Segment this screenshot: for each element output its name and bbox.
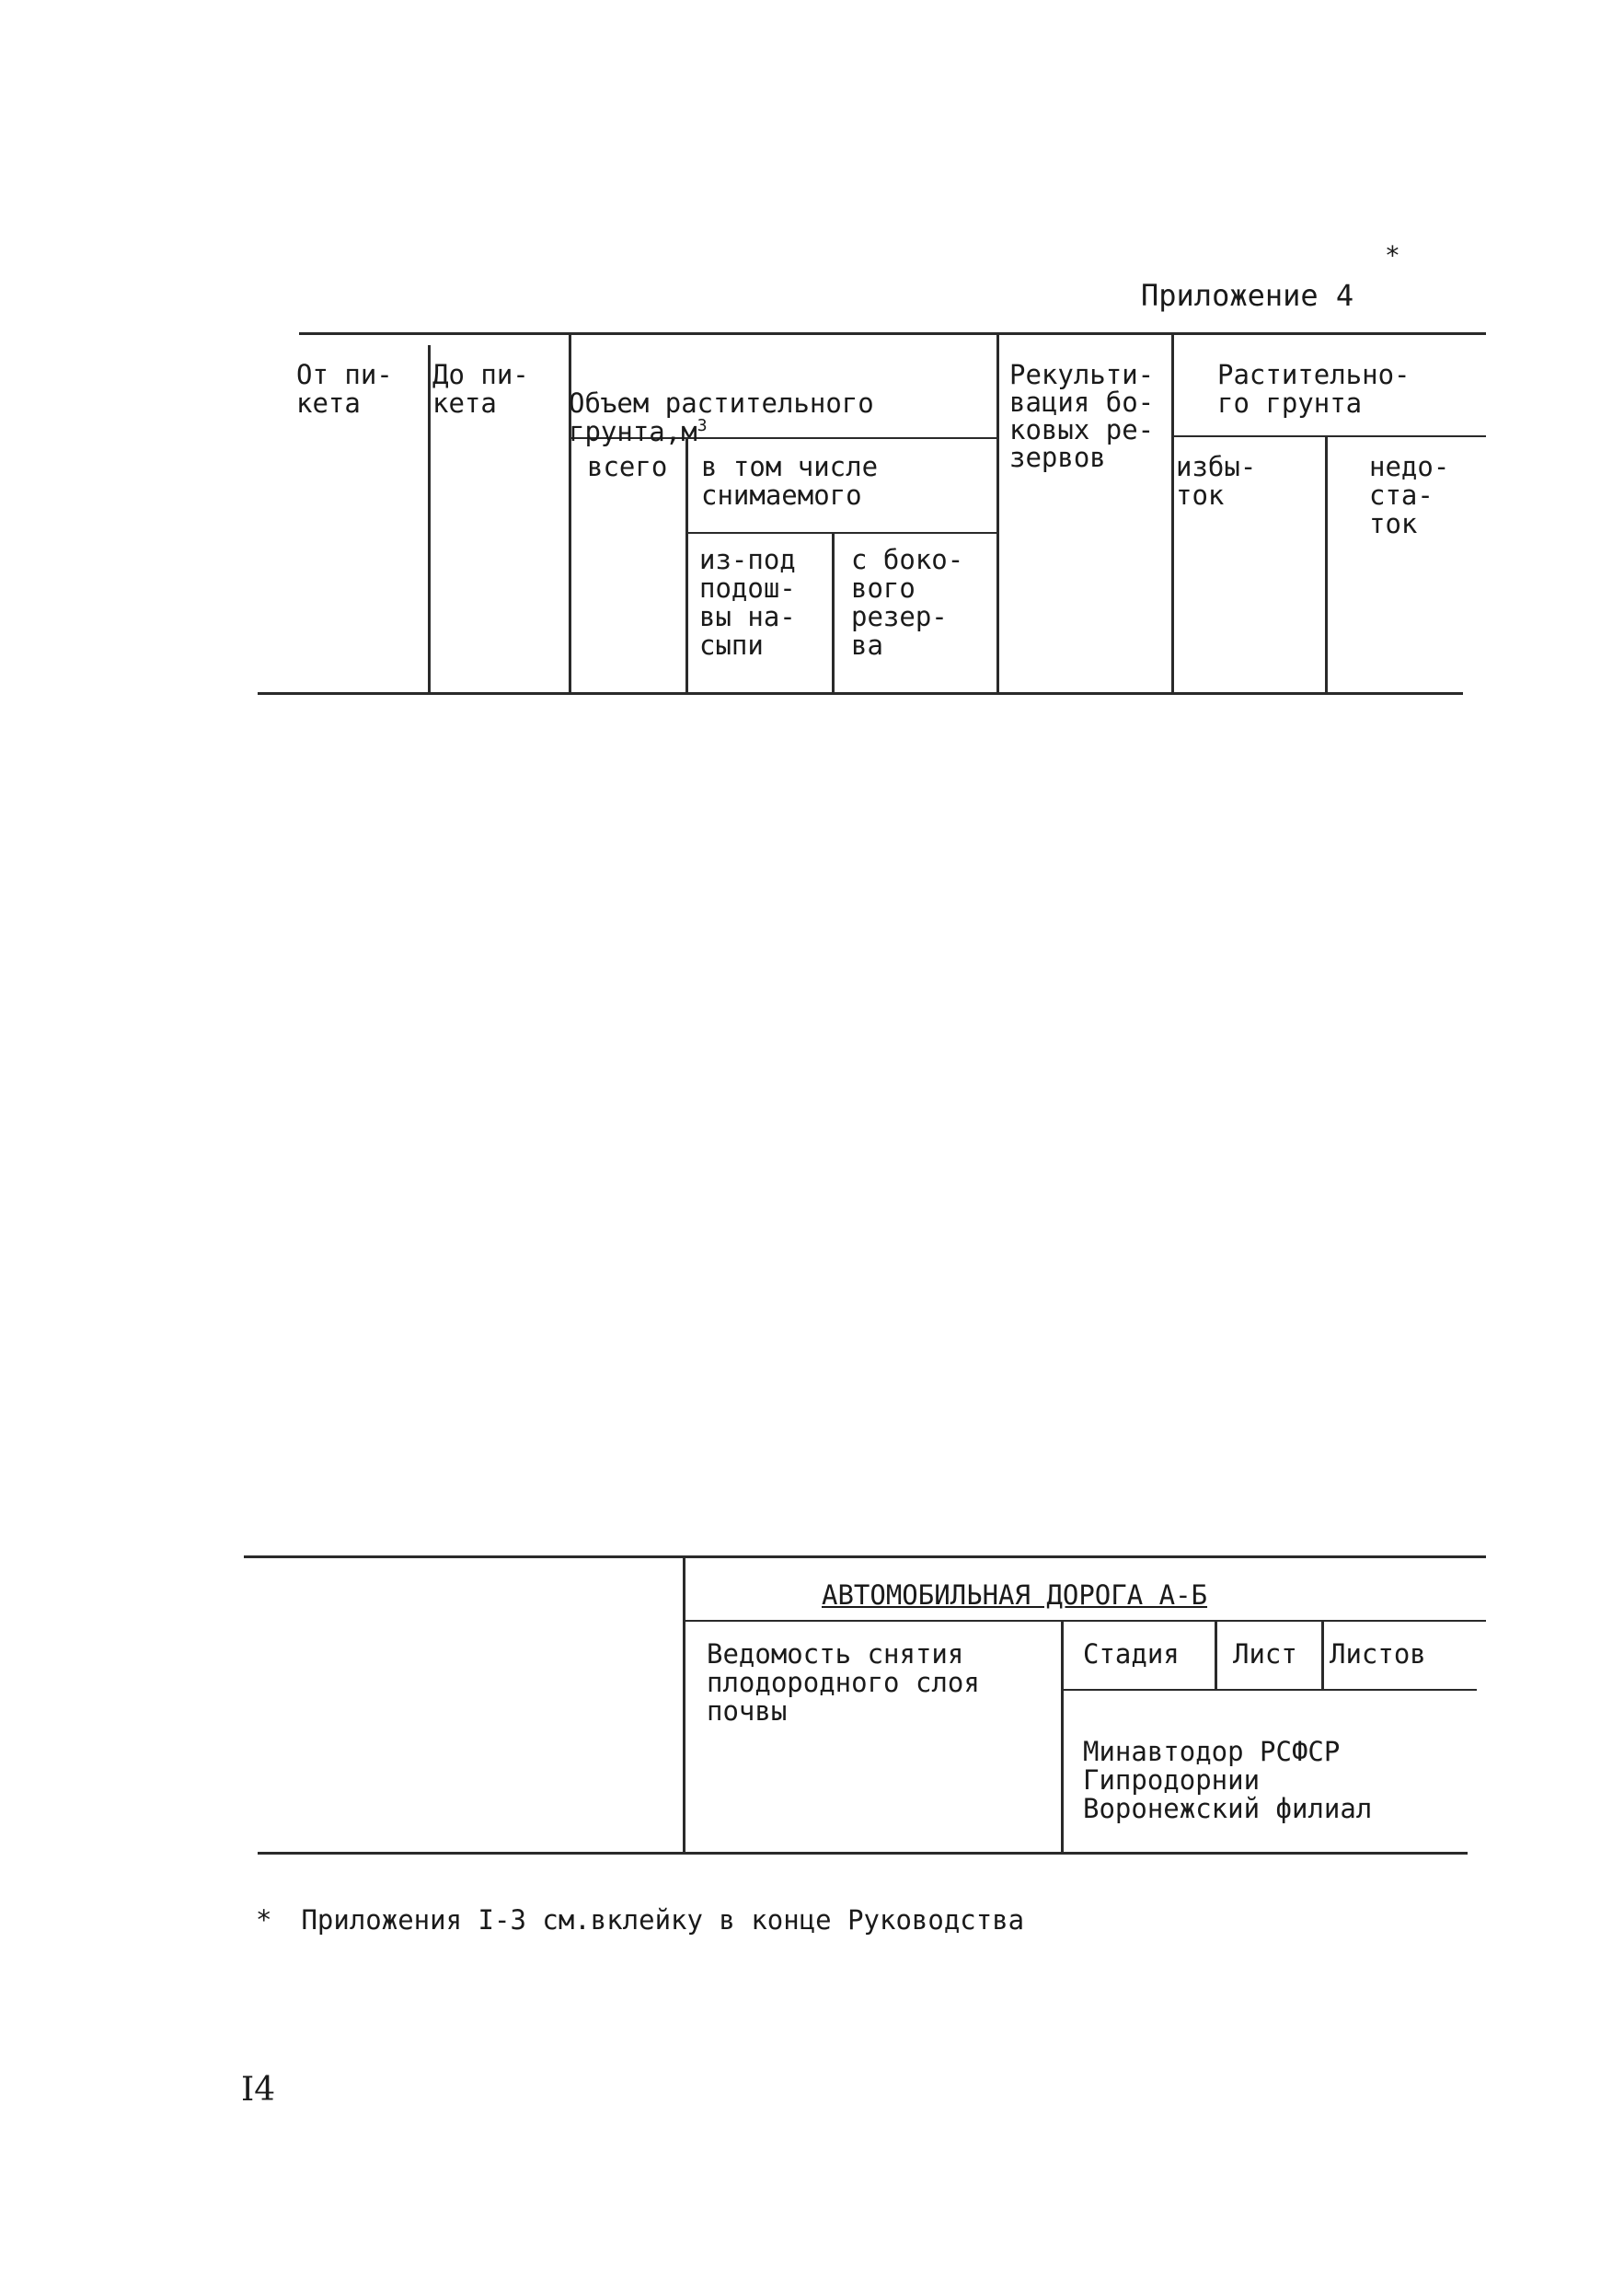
title-divider-sheet bbox=[1321, 1621, 1324, 1690]
title-divider-mid bbox=[1061, 1621, 1064, 1853]
col-divider-1 bbox=[428, 345, 431, 693]
appendix-label-text: Приложение 4 bbox=[1141, 278, 1354, 313]
col-divider-5 bbox=[996, 333, 999, 693]
title-block-bottom-border bbox=[258, 1852, 1468, 1855]
footnote bbox=[256, 1878, 1024, 1935]
title-block-top-border bbox=[244, 1555, 1486, 1558]
appendix-label bbox=[1141, 253, 1354, 313]
title-divider-left bbox=[683, 1556, 685, 1853]
footnote-text: Приложения I-3 см.вклейку в конце Руководства bbox=[301, 1904, 1025, 1936]
col-divider-3 bbox=[685, 438, 688, 693]
col-divider-4 bbox=[832, 533, 835, 693]
header-volume bbox=[569, 361, 874, 446]
header-including: в том числе снимаемого bbox=[701, 451, 879, 511]
organization: Минавтодор РСФСР Гипродорнии Воронежский филиал bbox=[1083, 1736, 1373, 1824]
page-number: I4 bbox=[241, 2071, 276, 2109]
road-name: АВТОМОБИЛЬНАЯ ДОРОГА А-Б bbox=[822, 1579, 1208, 1611]
header-total: всего bbox=[587, 451, 668, 482]
header-plant-soil: Растительно- го грунта bbox=[1217, 359, 1411, 419]
col-divider-7 bbox=[1325, 436, 1328, 693]
sheets-label: Листов bbox=[1330, 1638, 1426, 1670]
document-title: Ведомость снятия плодородного слоя почвы bbox=[707, 1638, 980, 1727]
header-to-picket: До пи- кета bbox=[432, 359, 529, 419]
header-under-embankment: из-под подош- вы на- сыпи bbox=[699, 544, 796, 661]
appendix-asterisk: * bbox=[1385, 240, 1400, 271]
table-top-border bbox=[299, 332, 1486, 335]
title-stage-underline bbox=[1063, 1689, 1477, 1691]
header-volume-text: Объем растительного грунта,м bbox=[569, 387, 874, 447]
header-deficit: недо- ста- ток bbox=[1369, 451, 1450, 539]
footnote-mark: * bbox=[256, 1904, 272, 1936]
header-excess: избы- ток bbox=[1176, 451, 1257, 511]
sheet-label: Лист bbox=[1233, 1638, 1297, 1670]
table-bottom-border bbox=[258, 692, 1463, 695]
title-road-underline bbox=[685, 1620, 1486, 1622]
header-recultivation: Рекульти- вация бо- ковых ре- зервов bbox=[1009, 359, 1155, 473]
header-volume-unit-exponent: 3 bbox=[697, 416, 708, 435]
header-from-picket: От пи- кета bbox=[296, 359, 393, 419]
col-divider-6 bbox=[1171, 333, 1174, 693]
header-side-reserve: с боко- вого резер- ва bbox=[851, 544, 964, 661]
title-divider-stage bbox=[1215, 1621, 1217, 1690]
stage-label: Стадия bbox=[1083, 1638, 1180, 1670]
soil-subheader-line bbox=[1173, 435, 1486, 437]
incl-subheader-line bbox=[685, 532, 996, 534]
